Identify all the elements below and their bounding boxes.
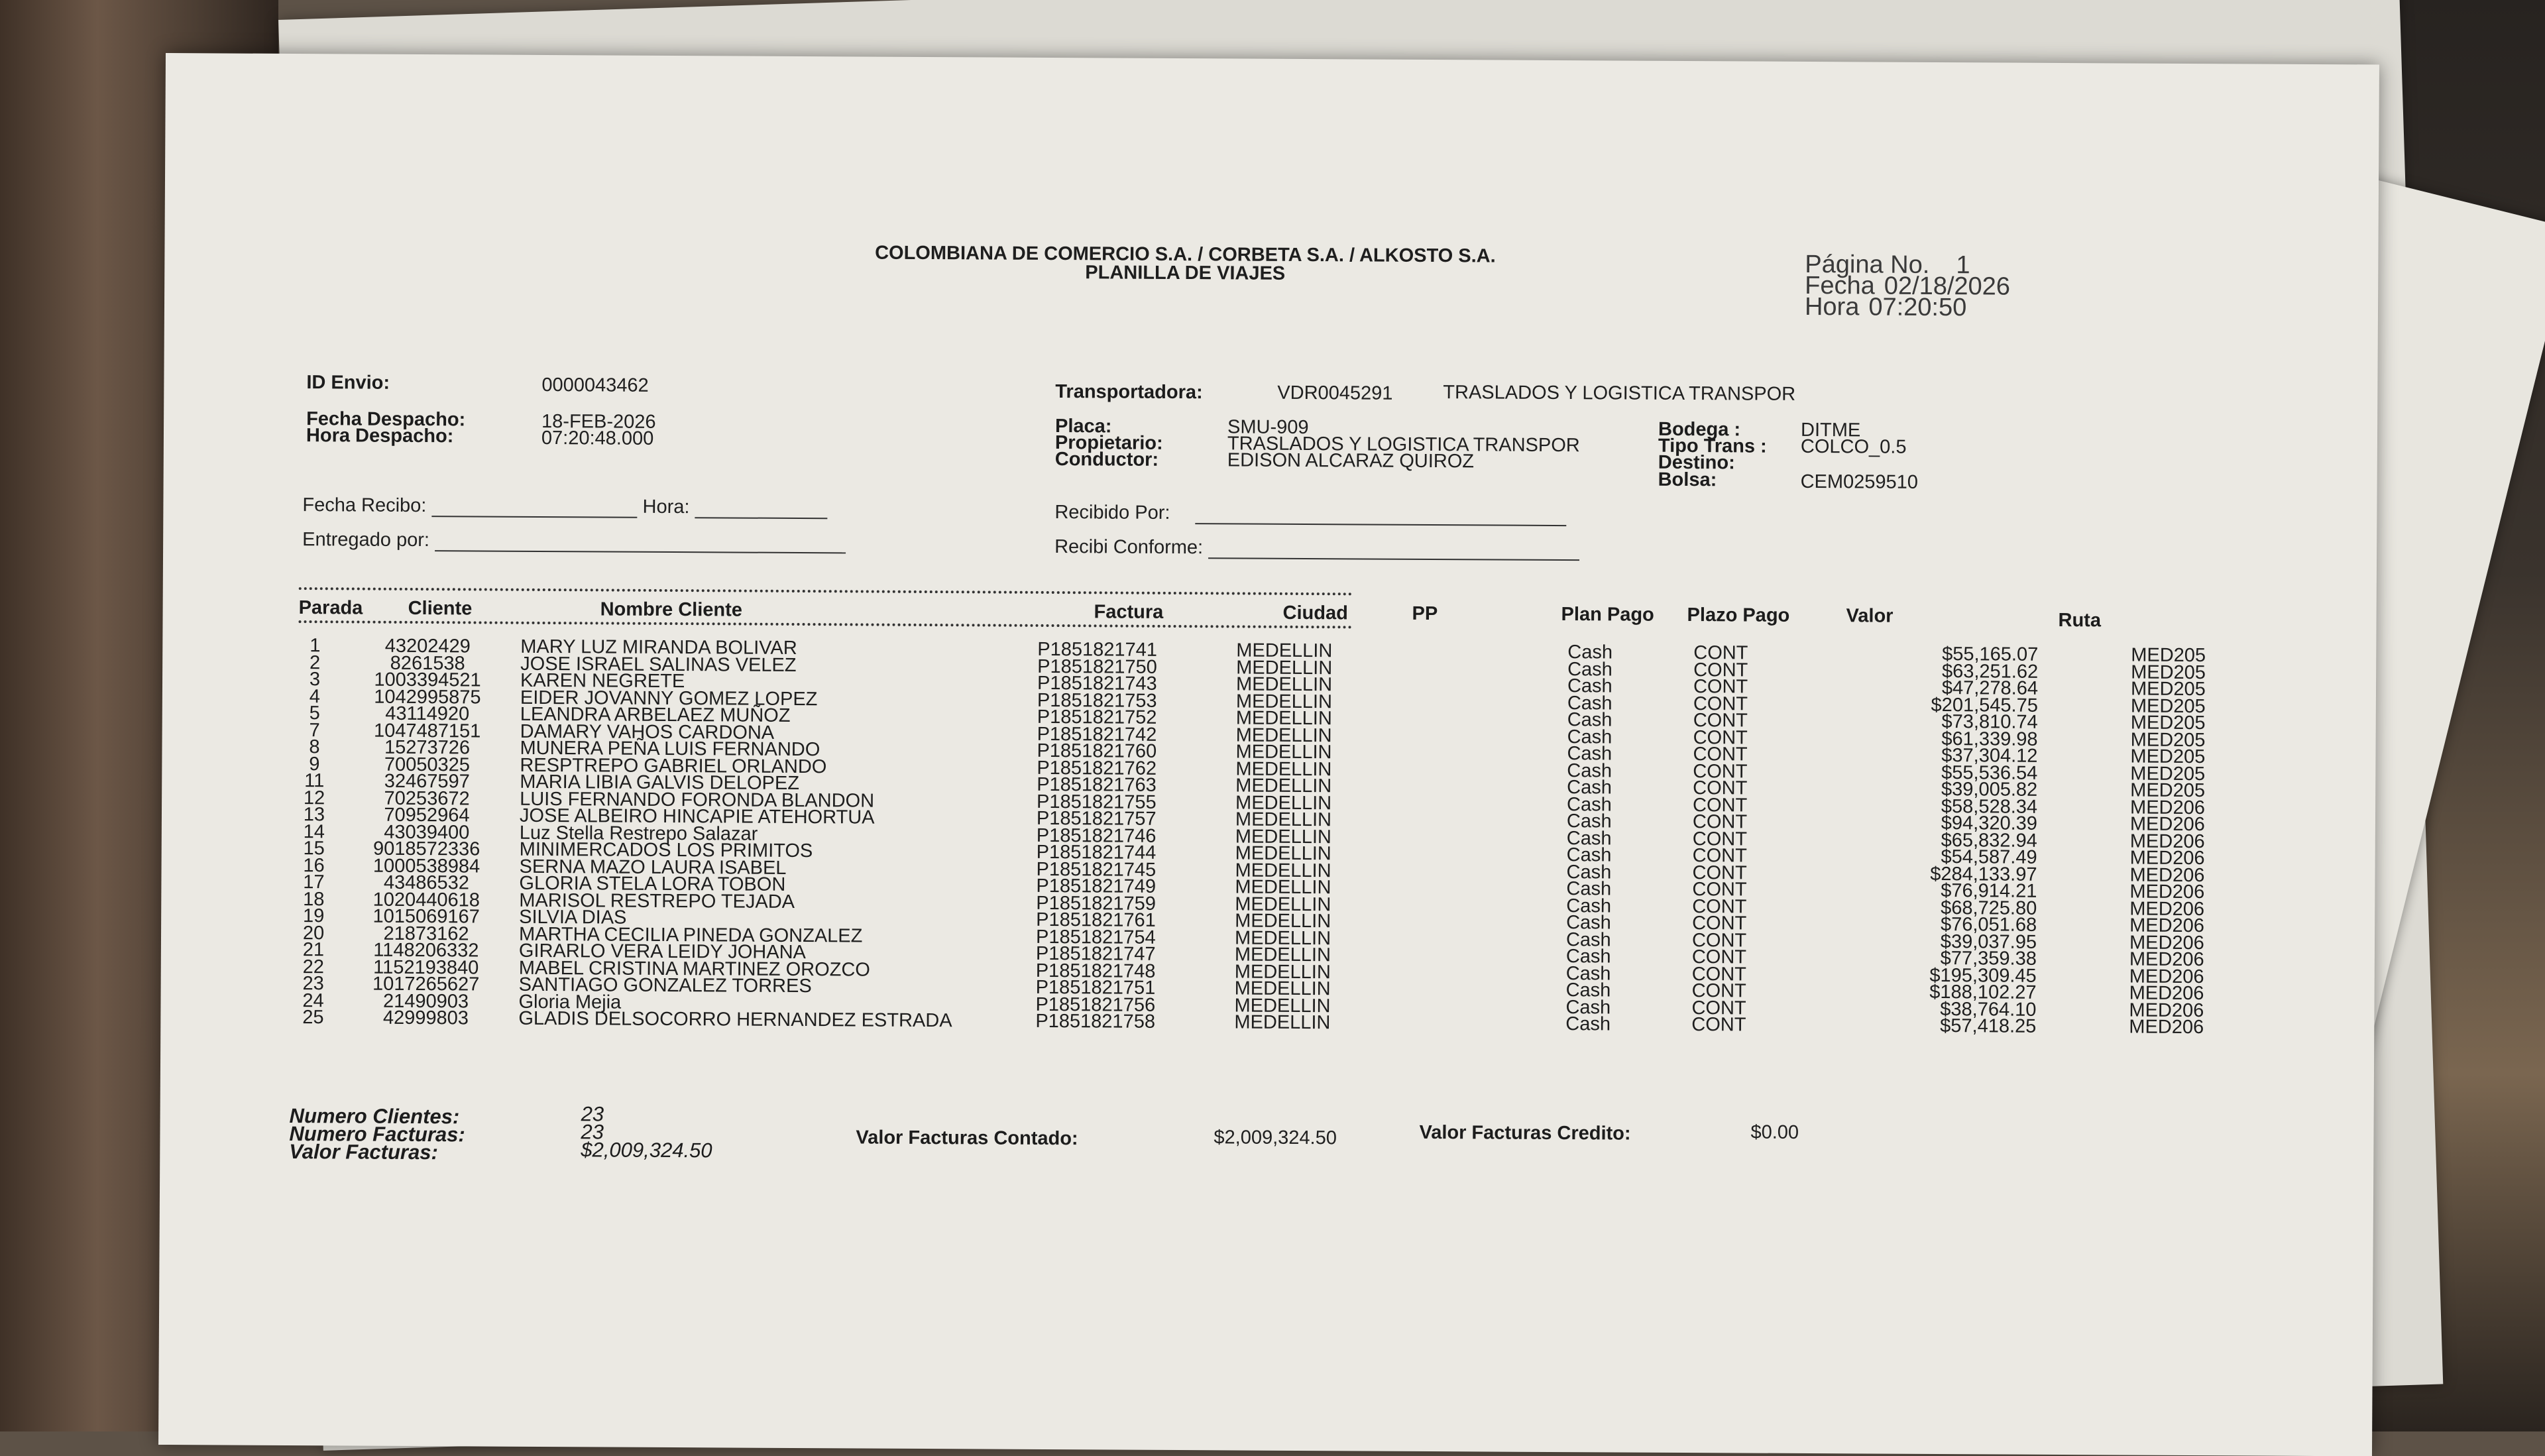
row-cliente: 15273726 (384, 736, 471, 759)
fecha-label: Fecha (1805, 271, 1875, 300)
row-parada: 25 (302, 1007, 324, 1029)
row-factura: P1851821741 (1037, 638, 1158, 661)
row-factura: P1851821749 (1036, 875, 1157, 897)
row-plan-pago: Cash (1565, 996, 1611, 1018)
row-plazo-pago: CONT (1693, 744, 1748, 765)
row-parada: 3 (309, 669, 321, 691)
row-plazo-pago: CONT (1693, 676, 1748, 698)
row-plazo-pago: CONT (1692, 862, 1747, 884)
row-plazo-pago: CONT (1693, 659, 1748, 681)
row-nombre-cliente: KAREN NEGRETE (520, 669, 685, 693)
col-header-parada: Parada (298, 597, 363, 619)
document-subtitle: PLANILLA DE VIAJES (1085, 262, 1286, 284)
transportadora-label: Transportadora: (1055, 381, 1203, 404)
row-ruta: MED206 (2129, 881, 2205, 903)
tipo-trans-value: COLCO_0.5 (1800, 435, 1907, 458)
row-ruta: MED206 (2129, 932, 2204, 954)
row-factura: P1851821743 (1037, 672, 1157, 695)
row-plan-pago: Cash (1567, 777, 1612, 799)
row-valor: $58,528.34 (1941, 795, 2038, 818)
row-plan-pago: Cash (1567, 759, 1612, 781)
row-valor: $57,418.25 (1940, 1015, 2037, 1037)
row-parada: 13 (303, 804, 325, 826)
row-cliente: 43486532 (383, 871, 470, 894)
row-plazo-pago: CONT (1693, 693, 1748, 715)
row-plan-pago: Cash (1567, 793, 1612, 815)
row-ciudad: MEDELLIN (1235, 673, 1333, 696)
document-title: COLOMBIANA DE COMERCIO S.A. / CORBETA S.A. / ALKOSTO S.A. (875, 242, 1496, 267)
valor-facturas-value: $2,009,324.50 (581, 1138, 712, 1162)
row-parada: 15 (303, 838, 325, 860)
table-body (293, 635, 2206, 1038)
row-cliente: 70952964 (384, 804, 470, 826)
row-parada: 21 (302, 939, 325, 961)
row-nombre-cliente: SILVIA DIAS (519, 906, 627, 928)
recibi-conforme-label: Recibi Conforme: (1054, 536, 1204, 559)
row-ciudad: MEDELLIN (1234, 960, 1331, 983)
row-plan-pago: Cash (1565, 928, 1611, 950)
row-plan-pago: Cash (1566, 844, 1612, 866)
row-cliente: 32467597 (384, 770, 470, 793)
row-plan-pago: Cash (1565, 946, 1611, 968)
entregado-line (435, 534, 846, 553)
row-plazo-pago: CONT (1691, 1014, 1746, 1036)
row-valor: $76,914.21 (1941, 880, 2037, 902)
propietario-label: Propietario: (1054, 432, 1163, 454)
row-ciudad: MEDELLIN (1236, 656, 1333, 679)
entregado-label: Entregado por: (302, 529, 430, 551)
row-factura: P1851821759 (1036, 892, 1157, 915)
row-parada: 9 (309, 753, 320, 775)
row-ciudad: MEDELLIN (1235, 842, 1331, 865)
row-ruta: MED205 (2130, 746, 2206, 768)
row-cliente: 1000538984 (372, 855, 481, 877)
row-ruta: MED205 (2130, 695, 2206, 717)
row-plazo-pago: CONT (1693, 642, 1748, 664)
row-cliente: 43114920 (385, 702, 470, 725)
hora-label: Hora (1804, 292, 1860, 321)
planilla-sheet (158, 53, 2379, 1456)
page-label: Página No. (1805, 250, 1930, 279)
row-nombre-cliente: GLADIS DELSOCORRO HERNANDEZ ESTRADA (518, 1007, 952, 1032)
row-nombre-cliente: MABEL CRISTINA MARTINEZ OROZCO (518, 957, 870, 981)
row-nombre-cliente: MARY LUZ MIRANDA BOLIVAR (520, 636, 797, 659)
row-ruta: MED206 (2129, 1016, 2204, 1038)
hora-value: 07:20:50 (1868, 293, 1967, 322)
row-plazo-pago: CONT (1693, 760, 1748, 783)
row-plazo-pago: CONT (1691, 946, 1747, 968)
row-parada: 11 (304, 770, 325, 792)
row-factura: P1851821745 (1036, 858, 1157, 881)
row-plazo-pago: CONT (1692, 913, 1747, 934)
row-valor: $39,037.95 (1940, 930, 2037, 953)
row-nombre-cliente: EIDER JOVANNY GOMEZ LOPEZ (520, 687, 818, 710)
bolsa-value: CEM0259510 (1800, 471, 1919, 493)
transportadora-name: TRASLADOS Y LOGISTICA TRANSPOR (1443, 382, 1796, 405)
row-ciudad: MEDELLIN (1235, 893, 1331, 915)
row-ciudad: MEDELLIN (1235, 859, 1331, 881)
row-cliente: 43202429 (384, 635, 471, 657)
row-valor: $284,133.97 (1930, 863, 2037, 885)
row-plan-pago: Cash (1567, 675, 1612, 697)
row-ciudad: MEDELLIN (1234, 978, 1331, 1000)
row-cliente: 43039400 (384, 821, 470, 843)
row-parada: 23 (302, 973, 324, 995)
num-facturas-value: 23 (581, 1120, 604, 1144)
row-ciudad: MEDELLIN (1235, 707, 1332, 730)
row-factura: P1851821751 (1035, 976, 1156, 999)
row-cliente: 1017265627 (372, 973, 480, 995)
row-plan-pago: Cash (1567, 726, 1612, 748)
row-plan-pago: Cash (1566, 861, 1612, 883)
row-ruta: MED205 (2130, 678, 2206, 700)
row-factura: P1851821752 (1037, 706, 1157, 728)
row-valor: $38,764.10 (1940, 998, 2037, 1021)
row-ciudad: MEDELLIN (1235, 690, 1333, 712)
row-ciudad: MEDELLIN (1234, 926, 1331, 949)
row-ciudad: MEDELLIN (1235, 775, 1332, 797)
row-ruta: MED206 (2129, 797, 2205, 818)
row-ruta: MED206 (2129, 948, 2204, 971)
row-ruta: MED206 (2129, 999, 2204, 1021)
propietario-value: TRASLADOS Y LOGISTICA TRANSPOR (1227, 433, 1580, 457)
conductor-value: EDISON ALCARAZ QUIROZ (1227, 449, 1475, 473)
id-envio-value: 0000043462 (541, 374, 649, 396)
transportadora-code: VDR0045291 (1277, 382, 1393, 404)
row-factura: P1851821762 (1037, 757, 1157, 779)
row-parada: 8 (309, 736, 320, 758)
credito-value: $0.00 (1750, 1121, 1799, 1143)
num-clientes-value: 23 (581, 1102, 604, 1126)
row-valor: $94,320.39 (1941, 812, 2038, 834)
col-header-cliente: Cliente (408, 597, 473, 620)
credito-label: Valor Facturas Credito: (1419, 1121, 1631, 1145)
hora-despacho-label: Hora Despacho: (306, 425, 454, 447)
row-plan-pago: Cash (1567, 709, 1612, 731)
col-header-ruta: Ruta (2058, 609, 2102, 632)
row-plazo-pago: CONT (1691, 929, 1747, 952)
destino-label: Destino: (1658, 451, 1735, 474)
row-parada: 14 (303, 820, 325, 842)
row-cliente: 8261538 (390, 652, 465, 674)
row-plazo-pago: CONT (1693, 777, 1748, 799)
row-plan-pago: Cash (1567, 743, 1612, 765)
row-plazo-pago: CONT (1693, 794, 1748, 816)
row-valor: $55,536.54 (1941, 761, 2038, 784)
row-valor: $188,102.27 (1929, 981, 2037, 1003)
row-ruta: MED205 (2130, 729, 2206, 751)
recibido-field (1054, 502, 1566, 526)
row-parada: 17 (303, 871, 325, 893)
num-facturas-label: Numero Facturas: (289, 1121, 465, 1147)
row-ruta: MED205 (2130, 779, 2206, 802)
row-ruta: MED205 (2131, 661, 2206, 683)
row-plan-pago: Cash (1567, 658, 1612, 680)
row-ciudad: MEDELLIN (1234, 994, 1331, 1017)
row-nombre-cliente: GIRARLO VERA LEIDY JOHANA (518, 940, 806, 964)
row-nombre-cliente: MARISOL RESTREPO TEJADA (519, 889, 795, 913)
row-valor: $195,309.45 (1929, 964, 2037, 987)
row-cliente: 1042995875 (374, 686, 481, 708)
row-valor: $55,165.07 (1942, 644, 2039, 665)
row-plazo-pago: CONT (1692, 828, 1748, 850)
row-cliente: 9018572336 (372, 838, 481, 860)
row-plan-pago: Cash (1567, 692, 1612, 714)
row-parada: 4 (309, 685, 321, 707)
row-ruta: MED205 (2131, 644, 2206, 667)
valor-facturas-label: Valor Facturas: (289, 1139, 438, 1164)
row-plazo-pago: CONT (1692, 845, 1747, 867)
row-factura: P1851821746 (1036, 824, 1157, 847)
row-nombre-cliente: LUIS FERNANDO FORONDA BLANDON (520, 788, 875, 812)
row-cliente: 70050325 (384, 754, 470, 775)
row-plan-pago: Cash (1566, 811, 1612, 832)
recibi-conforme-field (1054, 536, 1579, 561)
row-nombre-cliente: JOSE ISRAEL SALINAS VELEZ (520, 653, 797, 676)
row-nombre-cliente: MINIMERCADOS LOS PRIMITOS (519, 838, 813, 862)
row-ruta: MED206 (2129, 864, 2205, 886)
row-ciudad: MEDELLIN (1235, 724, 1332, 746)
fecha-despacho-value: 18-FEB-2026 (541, 410, 656, 433)
col-header-plazo-pago: Plazo Pago (1687, 604, 1790, 626)
row-ciudad: MEDELLIN (1235, 876, 1331, 899)
fecha-despacho-label: Fecha Despacho: (306, 408, 466, 431)
row-valor: $77,359.38 (1940, 948, 2037, 970)
row-factura: P1851821748 (1035, 960, 1156, 982)
row-plazo-pago: CONT (1691, 997, 1746, 1019)
row-cliente: 1148206332 (373, 939, 479, 962)
row-nombre-cliente: GLORIA STELA LORA TOBON (519, 872, 786, 895)
row-cliente: 1003394521 (374, 669, 481, 691)
placa-value: SMU-909 (1227, 416, 1309, 439)
row-nombre-cliente: SANTIAGO GONZALEZ TORRES (518, 974, 812, 997)
table-header-rule (298, 620, 1352, 628)
row-ciudad: MEDELLIN (1234, 1011, 1331, 1034)
page-value: 1 (1956, 251, 1970, 280)
col-header-factura: Factura (1094, 601, 1164, 623)
row-plan-pago: Cash (1565, 1013, 1611, 1035)
row-plan-pago: Cash (1566, 827, 1612, 849)
row-parada: 20 (302, 922, 325, 944)
fecha-recibo-label: Fecha Recibo: (302, 494, 427, 517)
col-header-pp: PP (1412, 602, 1438, 625)
row-ciudad: MEDELLIN (1236, 640, 1333, 662)
row-ruta: MED205 (2130, 712, 2206, 734)
col-header-plan-pago: Plan Pago (1561, 604, 1654, 626)
row-valor: $63,251.62 (1941, 660, 2039, 683)
row-plazo-pago: CONT (1691, 963, 1747, 985)
row-nombre-cliente: RESPTREPO GABRIEL ORLANDO (520, 754, 827, 777)
col-header-valor: Valor (1846, 605, 1894, 627)
page-info (1804, 250, 2011, 322)
row-plan-pago: Cash (1566, 895, 1612, 917)
row-plazo-pago: CONT (1693, 726, 1748, 749)
row-parada: 18 (303, 888, 325, 910)
row-factura: P1851821747 (1035, 942, 1156, 965)
row-parada: 1 (310, 635, 321, 657)
row-ruta: MED206 (2129, 813, 2205, 836)
row-factura: P1851821760 (1037, 740, 1157, 762)
row-valor: $39,005.82 (1941, 779, 2038, 801)
row-plan-pago: Cash (1567, 642, 1613, 663)
row-valor: $73,810.74 (1941, 711, 2038, 733)
row-ruta: MED206 (2129, 830, 2205, 852)
row-ciudad: MEDELLIN (1235, 825, 1331, 848)
row-plazo-pago: CONT (1692, 879, 1747, 901)
col-header-nombre: Nombre Cliente (600, 598, 743, 621)
row-valor: $47,278.64 (1941, 677, 2039, 699)
row-ruta: MED206 (2129, 898, 2205, 920)
row-factura: P1851821750 (1037, 655, 1157, 678)
row-valor: $76,051.68 (1940, 914, 2037, 936)
fecha-value: 02/18/2026 (1884, 272, 2011, 301)
row-nombre-cliente: JOSE ALBEIRO HINCAPIE ATEHORTUA (519, 805, 875, 828)
row-factura: P1851821755 (1037, 791, 1157, 813)
tipo-trans-label: Tipo Trans : (1658, 435, 1767, 457)
bolsa-label: Bolsa: (1658, 469, 1717, 491)
row-cliente: 1152193840 (373, 956, 479, 978)
row-ciudad: MEDELLIN (1235, 791, 1332, 814)
col-header-ciudad: Ciudad (1282, 602, 1348, 624)
row-ciudad: MEDELLIN (1234, 944, 1331, 966)
row-valor: $65,832.94 (1941, 829, 2037, 852)
row-ciudad: MEDELLIN (1235, 757, 1332, 780)
row-ciudad: MEDELLIN (1235, 809, 1332, 831)
fecha-recibo-field (302, 494, 827, 519)
row-parada: 5 (309, 702, 320, 724)
row-parada: 12 (303, 787, 325, 809)
row-plazo-pago: CONT (1691, 980, 1746, 1002)
row-cliente: 1047487151 (373, 720, 481, 742)
row-plazo-pago: CONT (1693, 710, 1748, 732)
row-nombre-cliente: MARIA LIBIA GALVIS DELOPEZ (520, 771, 800, 795)
row-factura: P1851821753 (1037, 689, 1157, 712)
conductor-label: Conductor: (1054, 449, 1159, 471)
row-ruta: MED206 (2129, 915, 2205, 937)
row-cliente: 21873162 (383, 923, 469, 944)
row-valor: $68,725.80 (1941, 897, 2037, 919)
row-nombre-cliente: Gloria Mejia (518, 991, 622, 1013)
row-plan-pago: Cash (1566, 878, 1612, 900)
row-valor: $37,304.12 (1941, 745, 2038, 767)
row-plan-pago: Cash (1566, 912, 1611, 934)
row-ruta: MED206 (2129, 847, 2205, 869)
row-nombre-cliente: SERNA MAZO LAURA ISABEL (519, 856, 787, 879)
row-factura: P1851821754 (1035, 926, 1156, 948)
row-plazo-pago: CONT (1692, 895, 1747, 918)
row-factura: P1851821758 (1035, 1010, 1156, 1033)
bodega-label: Bodega : (1658, 418, 1741, 441)
row-nombre-cliente: LEANDRA ARBELAEZ MUÑOZ (520, 703, 791, 726)
hora-recibo-label: Hora: (642, 496, 690, 518)
row-factura: P1851821744 (1036, 841, 1157, 864)
row-nombre-cliente: MARTHA CECILIA PINEDA GONZALEZ (518, 923, 863, 947)
row-parada: 22 (302, 956, 324, 978)
row-parada: 16 (303, 854, 325, 876)
row-factura: P1851821757 (1036, 807, 1157, 830)
row-plan-pago: Cash (1565, 980, 1611, 1001)
row-factura: P1851821763 (1037, 773, 1157, 796)
row-cliente: 21490903 (382, 990, 469, 1012)
row-plazo-pago: CONT (1692, 811, 1748, 833)
contado-label: Valor Facturas Contado: (856, 1127, 1078, 1150)
row-parada: 7 (309, 719, 320, 741)
row-ruta: MED205 (2130, 763, 2206, 785)
row-parada: 2 (310, 651, 321, 673)
entregado-field (302, 529, 846, 553)
row-ruta: MED206 (2129, 966, 2204, 987)
num-clientes-label: Numero Clientes: (289, 1103, 460, 1129)
row-nombre-cliente: MUNERA PEÑA LUIS FERNANDO (520, 737, 820, 761)
row-ciudad: MEDELLIN (1235, 741, 1332, 763)
hora-despacho-value: 07:20:48.000 (541, 427, 654, 449)
row-parada: 24 (302, 989, 324, 1011)
bodega-value: DITME (1800, 419, 1861, 441)
row-cliente: 1020440618 (372, 889, 481, 911)
contado-value: $2,009,324.50 (1214, 1127, 1337, 1149)
table-top-rule (299, 587, 1353, 595)
row-valor: $54,587.49 (1941, 846, 2037, 868)
row-factura: P1851821756 (1035, 993, 1156, 1016)
fecha-recibo-line (431, 500, 637, 518)
row-factura: P1851821761 (1036, 909, 1156, 931)
row-valor: $61,339.98 (1941, 728, 2038, 750)
row-plan-pago: Cash (1565, 962, 1611, 984)
recibido-line (1195, 507, 1566, 526)
recibido-label: Recibido Por: (1054, 502, 1170, 524)
row-factura: P1851821742 (1037, 723, 1157, 746)
row-nombre-cliente: DAMARY VAHOS CARDONA (520, 720, 775, 744)
row-cliente: 1015069167 (372, 905, 480, 928)
row-ruta: MED206 (2129, 982, 2204, 1005)
recibi-conforme-line (1208, 541, 1579, 561)
row-ciudad: MEDELLIN (1235, 910, 1331, 932)
id-envio-label: ID Envio: (306, 372, 390, 394)
row-cliente: 70253672 (384, 787, 470, 809)
placa-label: Placa: (1054, 416, 1112, 437)
row-valor: $201,545.75 (1931, 694, 2038, 716)
row-nombre-cliente: Luz Stella Restrepo Salazar (519, 822, 758, 845)
row-cliente: 42999803 (382, 1007, 469, 1029)
row-parada: 19 (302, 905, 325, 927)
hora-recibo-line (695, 501, 827, 519)
